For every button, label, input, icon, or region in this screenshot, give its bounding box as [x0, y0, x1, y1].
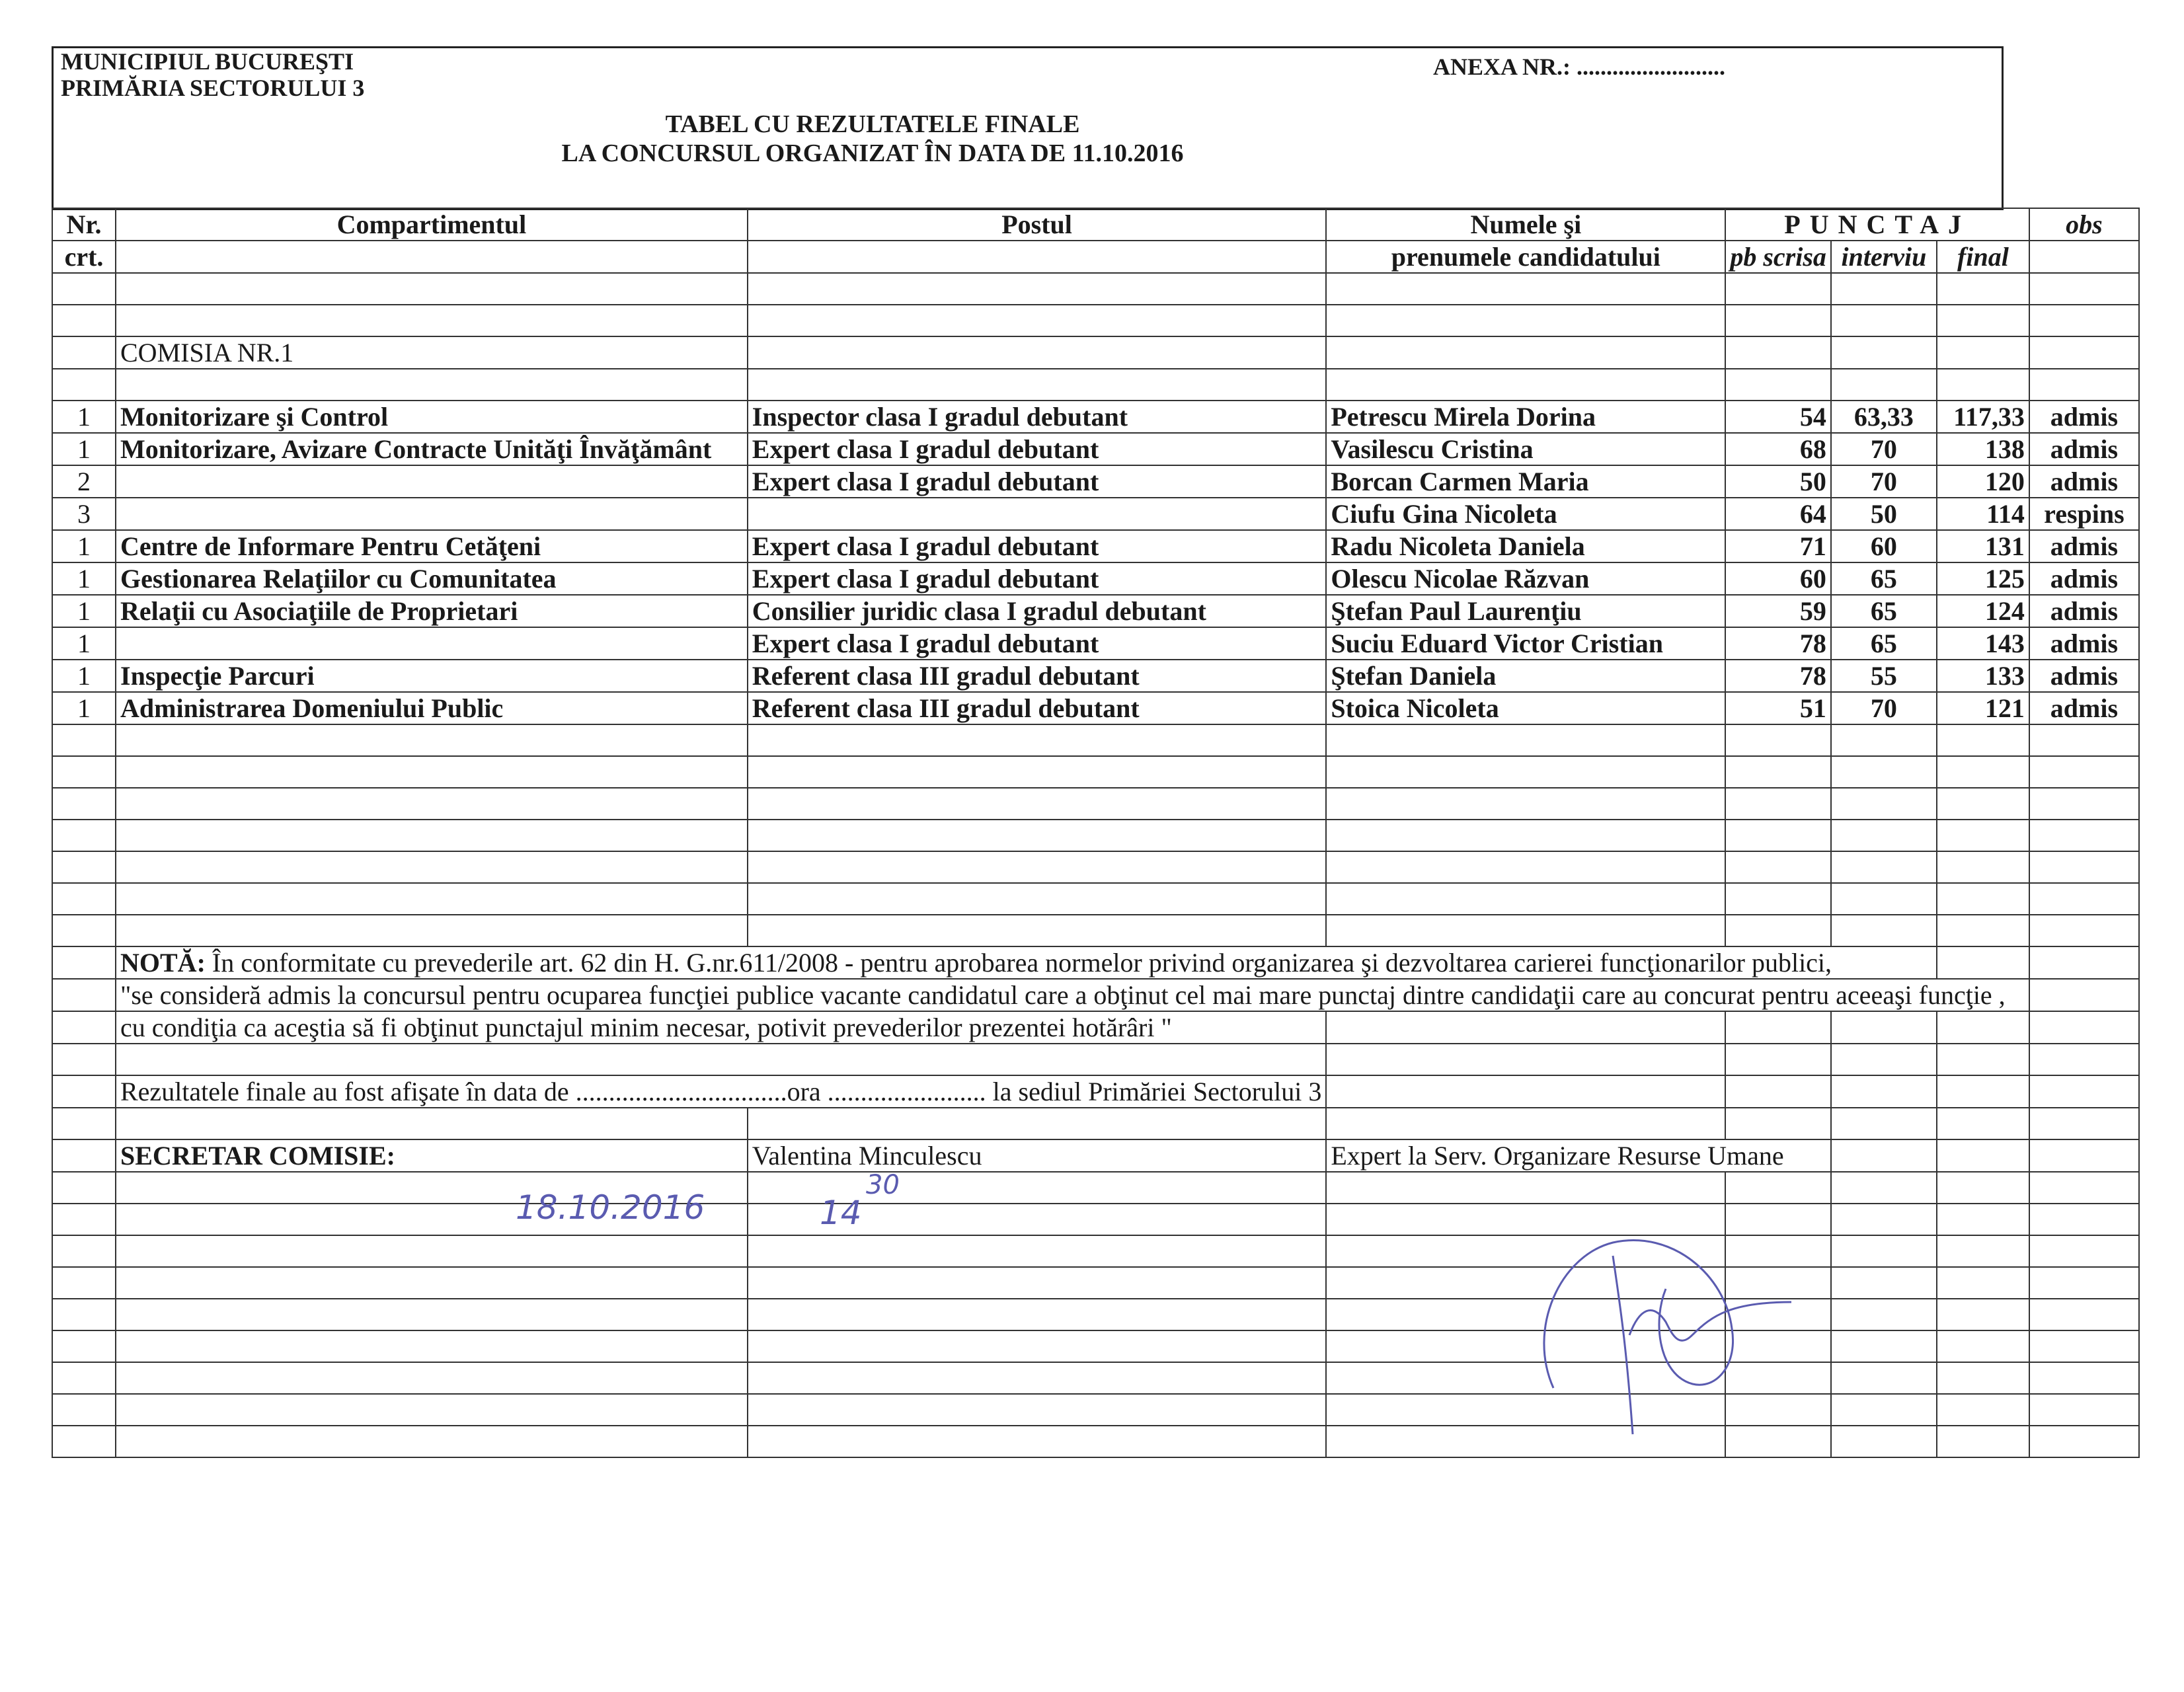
table-row: [52, 660, 2139, 692]
col-scris: pb scrisa: [1725, 241, 1831, 273]
cell-name: Ştefan Daniela: [1326, 660, 1725, 692]
cell-post: Expert clasa I gradul debutant: [748, 562, 1327, 595]
org-line-2: PRIMĂRIA SECTORULUI 3: [61, 75, 365, 101]
cell-interviu: 65: [1831, 562, 1937, 595]
cell-scris: 59: [1725, 595, 1831, 627]
signature: [1514, 1170, 1805, 1447]
org-line-1: MUNICIPIUL BUCUREŞTI: [61, 48, 354, 75]
cell-nr: 1: [52, 595, 116, 627]
col-nume-2: prenumele candidatului: [1326, 241, 1725, 273]
table-row: [52, 562, 2139, 595]
cell-comp: Relaţii cu Asociaţiile de Proprietari: [116, 595, 748, 627]
table-row: [52, 627, 2139, 660]
cell-interviu: 55: [1831, 660, 1937, 692]
cell-obs: admis: [2029, 660, 2139, 692]
cell-interviu: 70: [1831, 692, 1937, 724]
cell-interviu: 50: [1831, 498, 1937, 530]
cell-comp: [116, 627, 748, 660]
note-line-2: "se consideră admis la concursul pentru ocuparea funcţiei publice vacante candidatul care a obţinut cel mai mare punctaj dintre candidaţii care au concurat pentru aceeaşi funcţie ,: [116, 979, 2029, 1011]
cell-interviu: 60: [1831, 530, 1937, 562]
table-row: [52, 692, 2139, 724]
results-table: [52, 208, 2140, 1458]
cell-scris: 60: [1725, 562, 1831, 595]
table-row: [52, 530, 2139, 562]
cell-nr: 1: [52, 401, 116, 433]
cell-name: Radu Nicoleta Daniela: [1326, 530, 1725, 562]
col-interviu: interviu: [1831, 241, 1937, 273]
cell-name: Vasilescu Cristina: [1326, 433, 1725, 465]
cell-nr: 3: [52, 498, 116, 530]
cell-interviu: 70: [1831, 465, 1937, 498]
commission-label: COMISIA NR.1: [116, 336, 748, 369]
cell-obs: admis: [2029, 692, 2139, 724]
cell-comp: Administrarea Domeniului Public: [116, 692, 748, 724]
cell-name: Borcan Carmen Maria: [1326, 465, 1725, 498]
col-compartiment: Compartimentul: [116, 208, 748, 241]
cell-final: 125: [1937, 562, 2029, 595]
note-line-3: cu condiţia ca aceştia să fi obţinut punctajul minim necesar, potivit prevederilor prezentei hotărâri ": [116, 1011, 1326, 1044]
cell-scris: 68: [1725, 433, 1831, 465]
cell-post: Inspector clasa I gradul debutant: [748, 401, 1327, 433]
cell-post: Referent clasa III gradul debutant: [748, 692, 1327, 724]
cell-post: Expert clasa I gradul debutant: [748, 627, 1327, 660]
cell-nr: 1: [52, 692, 116, 724]
title-line-1: TABEL CU REZULTATELE FINALE: [665, 110, 1080, 138]
cell-post: Referent clasa III gradul debutant: [748, 660, 1327, 692]
cell-scris: 78: [1725, 660, 1831, 692]
cell-final: 133: [1937, 660, 2029, 692]
cell-comp: Gestionarea Relaţiilor cu Comunitatea: [116, 562, 748, 595]
secretar-role: Expert la Serv. Organizare Resurse Umane: [1326, 1139, 1831, 1172]
cell-final: 117,33: [1937, 401, 2029, 433]
cell-post: Expert clasa I gradul debutant: [748, 530, 1327, 562]
cell-comp: [116, 465, 748, 498]
title-line-2: LA CONCURSUL ORGANIZAT ÎN DATA DE 11.10.2016: [561, 139, 1184, 167]
cell-name: Ciufu Gina Nicoleta: [1326, 498, 1725, 530]
table-row: [52, 595, 2139, 627]
cell-post: Expert clasa I gradul debutant: [748, 465, 1327, 498]
col-nr: Nr.: [52, 208, 116, 241]
cell-obs: admis: [2029, 562, 2139, 595]
cell-nr: 1: [52, 562, 116, 595]
cell-comp: Centre de Informare Pentru Cetăţeni: [116, 530, 748, 562]
cell-final: 138: [1937, 433, 2029, 465]
cell-nr: 1: [52, 627, 116, 660]
table-row: [52, 433, 2139, 465]
cell-post: Expert clasa I gradul debutant: [748, 433, 1327, 465]
secretar-label: SECRETAR COMISIE:: [116, 1139, 748, 1172]
cell-name: Stoica Nicoleta: [1326, 692, 1725, 724]
table-row: [52, 401, 2139, 433]
rezultate-afisate: Rezultatele finale au fost afişate în data de ................................ora ........................ la sediul Primăriei Sectorului 3: [116, 1075, 1326, 1108]
cell-obs: admis: [2029, 627, 2139, 660]
cell-nr: 1: [52, 433, 116, 465]
cell-name: Petrescu Mirela Dorina: [1326, 401, 1725, 433]
table-row: [52, 498, 2139, 530]
col-punctaj: PUNCTAJ: [1725, 208, 2029, 241]
cell-comp: [116, 498, 748, 530]
cell-scris: 71: [1725, 530, 1831, 562]
cell-final: 114: [1937, 498, 2029, 530]
cell-final: 120: [1937, 465, 2029, 498]
cell-obs: admis: [2029, 401, 2139, 433]
handwritten-minutes: 30: [866, 1170, 900, 1200]
cell-nr: 1: [52, 660, 116, 692]
cell-name: Suciu Eduard Victor Cristian: [1326, 627, 1725, 660]
cell-final: 143: [1937, 627, 2029, 660]
cell-comp: Monitorizare şi Control: [116, 401, 748, 433]
cell-scris: 64: [1725, 498, 1831, 530]
col-final: final: [1937, 241, 2029, 273]
table-row: [52, 465, 2139, 498]
col-crt: crt.: [52, 241, 116, 273]
cell-comp: Monitorizare, Avizare Contracte Unităţi Învăţământ: [116, 433, 748, 465]
cell-obs: admis: [2029, 433, 2139, 465]
cell-interviu: 63,33: [1831, 401, 1937, 433]
col-obs: obs: [2029, 208, 2139, 241]
anexa-label: ANEXA NR.: .........................: [1433, 54, 1726, 80]
cell-scris: 51: [1725, 692, 1831, 724]
cell-scris: 78: [1725, 627, 1831, 660]
handwritten-time: 14: [820, 1194, 862, 1232]
cell-scris: 54: [1725, 401, 1831, 433]
cell-comp: Inspecţie Parcuri: [116, 660, 748, 692]
cell-name: Olescu Nicolae Răzvan: [1326, 562, 1725, 595]
cell-obs: admis: [2029, 595, 2139, 627]
cell-interviu: 70: [1831, 433, 1937, 465]
note-line-1: NOTĂ: În conformitate cu prevederile art. 62 din H. G.nr.611/2008 - pentru aprobarea normelor privind organizarea şi dezvoltarea carierei funcţionarilor publici,: [116, 946, 1937, 979]
cell-nr: 1: [52, 530, 116, 562]
cell-final: 124: [1937, 595, 2029, 627]
cell-scris: 50: [1725, 465, 1831, 498]
cell-obs: admis: [2029, 465, 2139, 498]
cell-interviu: 65: [1831, 627, 1937, 660]
cell-obs: admis: [2029, 530, 2139, 562]
cell-post: [748, 498, 1327, 530]
cell-name: Ştefan Paul Laurenţiu: [1326, 595, 1725, 627]
col-post: Postul: [748, 208, 1327, 241]
cell-interviu: 65: [1831, 595, 1937, 627]
cell-final: 121: [1937, 692, 2029, 724]
col-nume: Numele şi: [1326, 208, 1725, 241]
handwritten-date: 18.10.2016: [516, 1188, 705, 1227]
cell-nr: 2: [52, 465, 116, 498]
cell-obs: respins: [2029, 498, 2139, 530]
secretar-name: Valentina Minculescu: [748, 1139, 1327, 1172]
cell-post: Consilier juridic clasa I gradul debutant: [748, 595, 1327, 627]
cell-final: 131: [1937, 530, 2029, 562]
